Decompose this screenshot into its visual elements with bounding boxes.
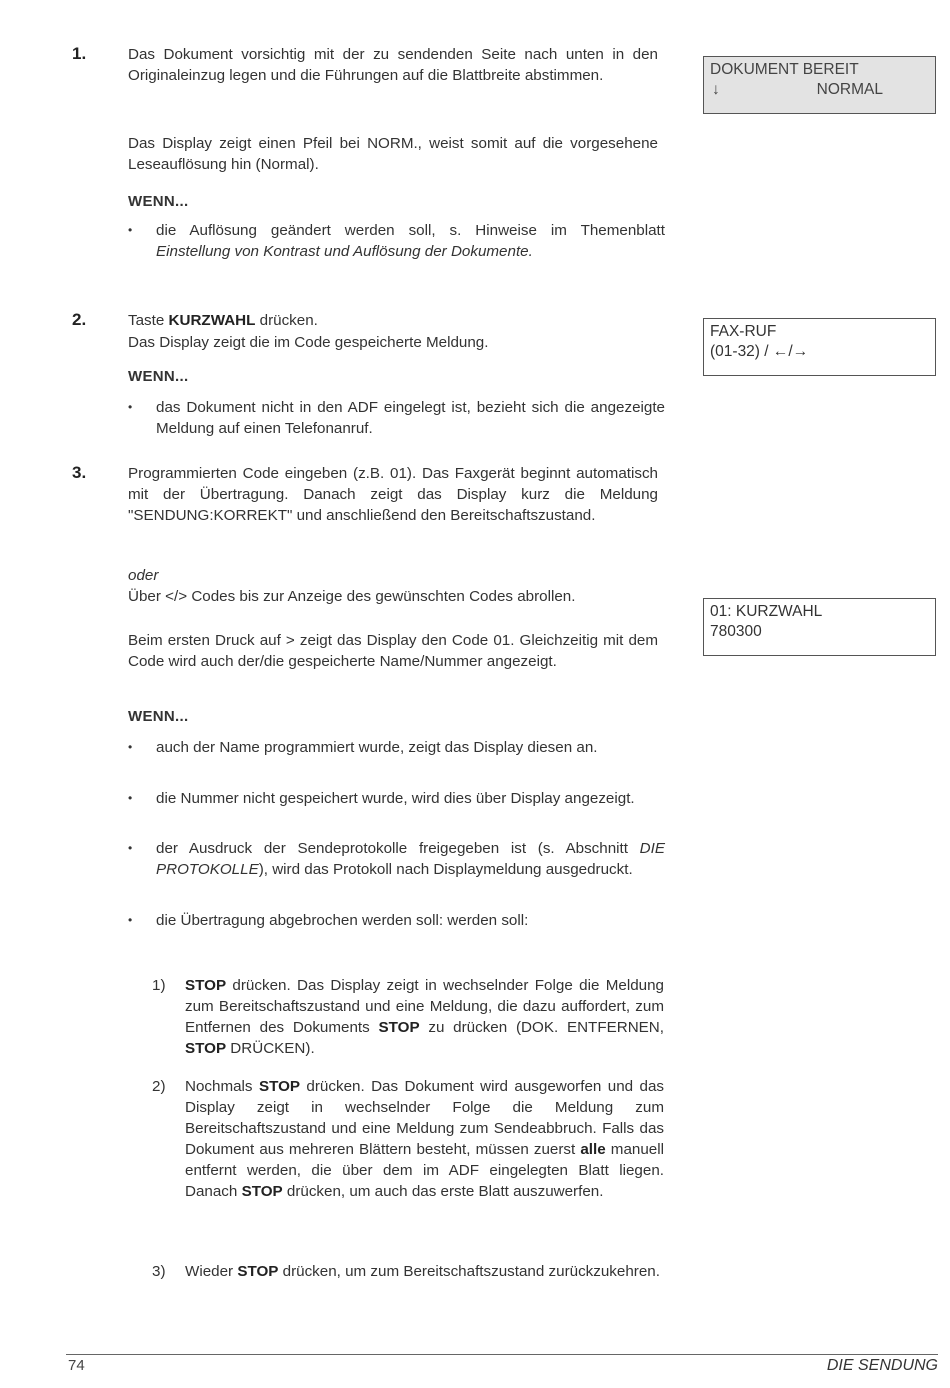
lcd-display-fax-ruf <box>703 318 936 376</box>
bullet-dot: • <box>128 740 133 754</box>
step-2-wenn: WENN... <box>128 368 189 385</box>
step-2-bullet-1: • das Dokument nicht in den ADF eingelegt ist, bezieht sich die angezeigte Meldung auf einen Telefonanruf. <box>128 399 665 437</box>
lcd-line-1: DOKUMENT BEREIT <box>710 61 859 78</box>
step-3-para-2: Über </> Codes bis zur Anzeige des gewünschten Codes abrollen. <box>128 588 576 605</box>
step-1-intro: Das Dokument vorsichtig mit der zu sendenden Seite nach unten in den Originaleinzug legen und die Führungen auf die Blattbreite abstimmen. <box>128 46 658 84</box>
lcd-line-2: 780300 <box>710 623 762 640</box>
lcd-display-dokument-bereit <box>703 56 936 114</box>
step-1-number: 1. <box>72 44 87 63</box>
step-3-bullet-4: • die Übertragung abgebrochen werden soll: werden soll: <box>128 912 529 929</box>
sub-step-1: 1) STOP drücken. Das Display zeigt in wechselnder Folge die Meldung zum Bereitschaftszustand und eine Meldung, die dazu auffordert, zum Entfernen des Dokuments STOP zu drücken (DOK. ENTFERNEN, STOP DRÜCKEN). <box>152 977 664 1057</box>
step-3-bullet-1: • auch der Name programmiert wurde, zeigt das Display diesen an. <box>128 739 598 756</box>
step-3-para-1: Programmierten Code eingeben (z.B. 01). Das Faxgerät beginnt automatisch mit der Übertragung. Danach zeigt das Display kurz die Meldung "SENDUNG:KORREKT" und anschließend den Bereitschaftszustand. <box>128 465 658 524</box>
sub-step-3: 3) Wieder STOP drücken, um zum Bereitschaftszustand zurückzukehren. <box>152 1263 660 1280</box>
footer-divider <box>66 1354 938 1355</box>
lcd-line-2: (01-32) / ←/→ <box>710 343 809 360</box>
bullet-dot: • <box>128 223 133 237</box>
bullet-dot: • <box>128 841 133 855</box>
step-3-bullet-3: • der Ausdruck der Sendeprotokolle freigegeben ist (s. Abschnitt DIE PROTOKOLLE), wird das Protokoll nach Displaymeldung ausgedruckt. <box>128 840 665 878</box>
section-title: DIE SENDUNG <box>826 1357 938 1374</box>
step-3-wenn: WENN... <box>128 708 189 725</box>
step-1-display-note: Das Display zeigt einen Pfeil bei NORM., weist somit auf die vorgesehene Leseauflösung hin (Normal). <box>128 135 658 173</box>
step-2-number: 2. <box>72 310 87 329</box>
bullet-text: die Auflösung geändert werden soll, s. Hinweise im Themenblatt Einstellung von Kontrast und Auflösung der Dokumente. <box>156 222 665 260</box>
bullet-dot: • <box>128 913 133 927</box>
arrow-down-icon: ↓ <box>712 81 720 98</box>
lcd-line-1: FAX-RUF <box>710 323 777 340</box>
step-2-line-2: Das Display zeigt die im Code gespeicherte Meldung. <box>128 334 489 351</box>
page-number: 74 <box>68 1357 85 1374</box>
step-1-wenn: WENN... <box>128 193 189 210</box>
lcd-line-2: ↓ NORMAL <box>712 81 883 98</box>
sub-step-2: 2) Nochmals STOP drücken. Das Dokument wird ausgeworfen und das Display zeigt in wechselnder Folge die Meldung zum Bereitschaftszustand und eine Meldung zum Sendeabbruch. Falls das Dokument aus mehreren Blättern besteht, müssen zuerst alle manuell entfernt werden, die über dem im ADF eingelegten Blatt liegen. Danach STOP drücken, um auch das erste Blatt auszuwerfen. <box>152 1078 664 1200</box>
step-3-number: 3. <box>72 463 87 482</box>
lcd-line-1: 01: KURZWAHL <box>710 603 823 620</box>
step-1-bullet-1 <box>128 220 665 262</box>
step-3-para-3: Beim ersten Druck auf > zeigt das Display den Code 01. Gleichzeitig mit dem Code wird auch der/die gespeicherte Name/Nummer angezeigt. <box>128 632 658 670</box>
bullet-dot: • <box>128 791 133 805</box>
lcd-display-kurzwahl <box>703 598 936 656</box>
step-2-line-1: Taste KURZWAHL drücken. <box>128 312 318 329</box>
step-3-bullet-2: • die Nummer nicht gespeichert wurde, wird dies über Display angezeigt. <box>128 790 635 807</box>
bullet-dot: • <box>128 400 133 414</box>
step-3-oder: oder <box>128 567 159 584</box>
